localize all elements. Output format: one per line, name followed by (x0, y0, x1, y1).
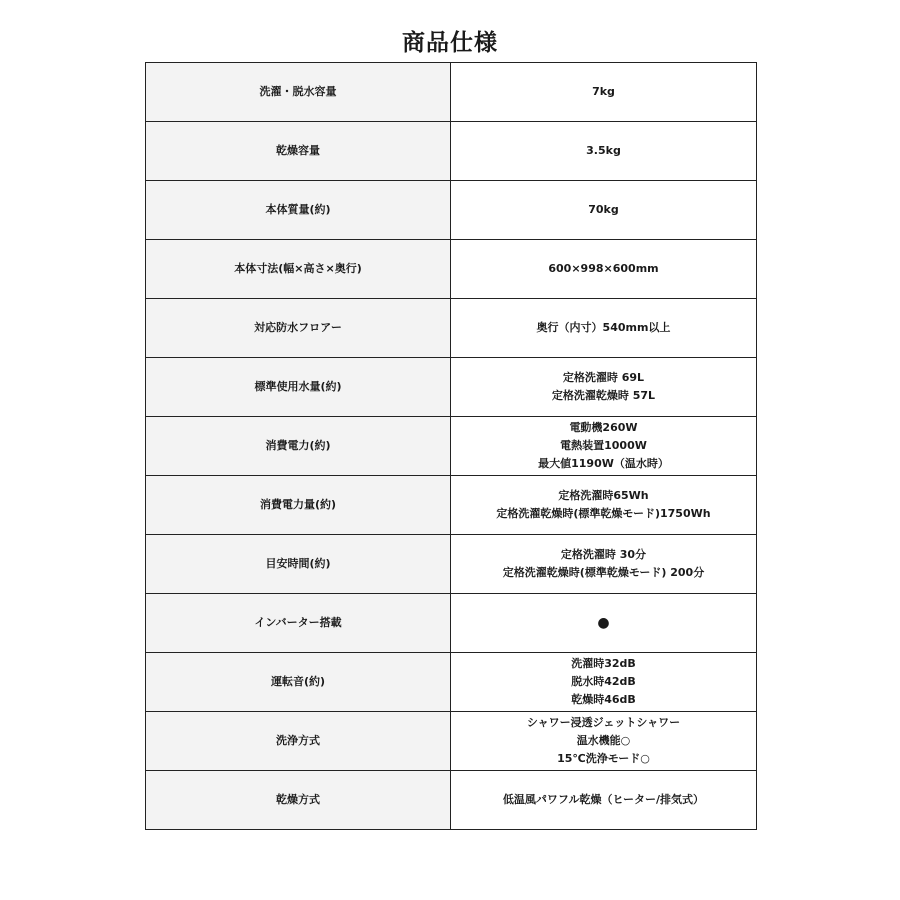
value-line: 7kg (592, 85, 615, 98)
spec-value (451, 535, 757, 594)
table-row (146, 181, 757, 240)
value-line: 定格洗濯乾燥時(標準乾燥モード)1750Wh (496, 507, 711, 520)
spec-label: 本体寸法(幅×高さ×奥行) (146, 240, 451, 299)
table-row (146, 476, 757, 535)
spec-label: 標準使用水量(約) (146, 358, 451, 417)
spec-label: 乾燥方式 (146, 771, 451, 830)
spec-value (451, 653, 757, 712)
inverter-bullet-mark: ● (597, 615, 610, 631)
spec-value (451, 63, 757, 122)
table-row (146, 358, 757, 417)
spec-label: 対応防水フロアー (146, 299, 451, 358)
table-row (146, 63, 757, 122)
value-line: 定格洗濯乾燥時 57L (551, 389, 656, 402)
spec-value (451, 181, 757, 240)
spec-label: 本体質量(約) (146, 181, 451, 240)
table-row (146, 240, 757, 299)
value-line: 奥行（内寸）540mm以上 (536, 321, 671, 334)
value-line: 低温風パワフル乾燥（ヒーター/排気式） (502, 793, 705, 806)
table-row (146, 535, 757, 594)
table-row (146, 771, 757, 830)
spec-value (451, 712, 757, 771)
spec-label: 乾燥容量 (146, 122, 451, 181)
spec-value (451, 771, 757, 830)
value-line: シャワー浸透ジェットシャワー (526, 716, 681, 729)
spec-value (451, 299, 757, 358)
value-line: 15℃洗浄モード○ (557, 752, 650, 765)
spec-label: 消費電力(約) (146, 417, 451, 476)
page-title: 商品仕様 (402, 30, 498, 56)
value-line: 定格洗濯時65Wh (558, 489, 649, 502)
spec-value (451, 594, 757, 653)
value-line: 定格洗濯時 30分 (560, 548, 647, 561)
table-row (146, 417, 757, 476)
value-line: 洗濯時32dB (571, 657, 636, 670)
spec-table (145, 62, 757, 830)
spec-value (451, 122, 757, 181)
spec-label: 運転音(約) (146, 653, 451, 712)
value-line: 600×998×600mm (548, 262, 659, 275)
value-line: 70kg (588, 203, 619, 216)
table-row (146, 653, 757, 712)
spec-value (451, 358, 757, 417)
spec-value (451, 476, 757, 535)
value-line: 電動機260W (569, 421, 638, 434)
spec-label: インバーター搭載 (146, 594, 451, 653)
value-line: 定格洗濯乾燥時(標準乾燥モード) 200分 (502, 566, 705, 579)
spec-label: 消費電力量(約) (146, 476, 451, 535)
value-line: 3.5kg (586, 144, 621, 157)
value-line: 乾燥時46dB (571, 693, 636, 706)
table-row (146, 594, 757, 653)
value-line: 最大値1190W（温水時） (538, 457, 669, 470)
spec-label: 目安時間(約) (146, 535, 451, 594)
table-row (146, 299, 757, 358)
spec-value (451, 417, 757, 476)
value-line: 温水機能○ (576, 734, 631, 747)
spec-value (451, 240, 757, 299)
table-row (146, 712, 757, 771)
spec-label: 洗濯・脱水容量 (146, 63, 451, 122)
spec-label: 洗浄方式 (146, 712, 451, 771)
value-line: 脱水時42dB (571, 675, 636, 688)
value-line: 定格洗濯時 69L (562, 371, 645, 384)
table-row (146, 122, 757, 181)
value-line: 電熱装置1000W (560, 439, 647, 452)
